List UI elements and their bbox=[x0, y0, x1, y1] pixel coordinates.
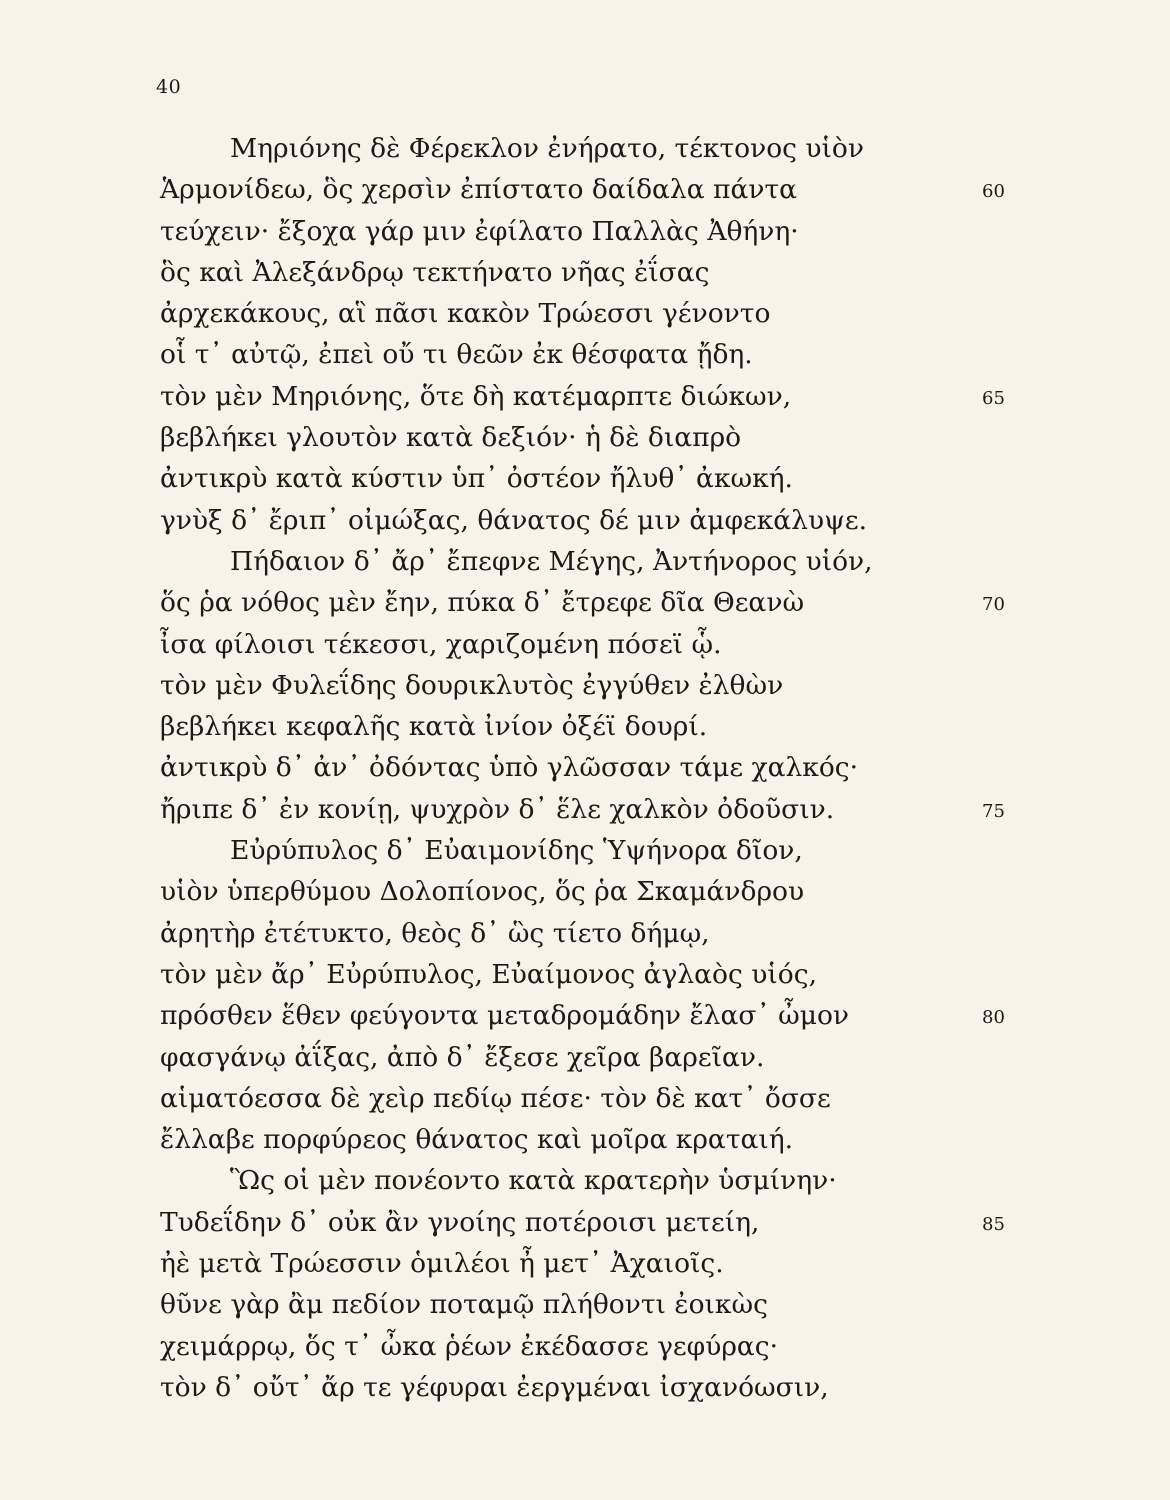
verse-line bbox=[160, 211, 1020, 252]
verse-line-text: ἀντικρὺ κατὰ κύστιν ὑπ᾽ ὀστέον ἤλυθ᾽ ἀκωκή. bbox=[160, 463, 793, 495]
verse-line-number: 80 bbox=[982, 1007, 1005, 1029]
verse-line bbox=[160, 871, 1020, 912]
verse-line bbox=[160, 830, 1020, 871]
verse-line bbox=[160, 706, 1020, 747]
verse-line-text: οἷ τ᾽ αὐτῷ, ἐπεὶ οὔ τι θεῶν ἐκ θέσφατα ᾔδη. bbox=[160, 339, 753, 371]
verse-line bbox=[160, 1367, 1020, 1408]
verse-line-text: αἱματόεσσα δὲ χεὶρ πεδίῳ πέσε· τὸν δὲ κατ᾽ ὄσσε bbox=[160, 1082, 831, 1114]
verse-line bbox=[160, 582, 1020, 623]
verse-line bbox=[160, 500, 1020, 541]
verse-line bbox=[160, 1037, 1020, 1078]
verse-line-text: Μηριόνης δὲ Φέρεκλον ἐνήρατο, τέκτονος υἱὸν bbox=[230, 133, 864, 164]
verse-block bbox=[160, 128, 1020, 1408]
verse-line bbox=[160, 789, 1020, 830]
verse-line-number: 65 bbox=[982, 387, 1005, 409]
verse-line bbox=[160, 665, 1020, 706]
verse-line-text: Τυδεΐδην δ᾽ οὐκ ἂν γνοίης ποτέροισι μετείη, bbox=[160, 1206, 760, 1238]
verse-line-text: τὸν δ᾽ οὔτ᾽ ἄρ τε γέφυραι ἐεργμέναι ἰσχανόωσιν, bbox=[160, 1371, 829, 1403]
verse-line-text: ἀρχεκάκους, αἳ πᾶσι κακὸν Τρώεσσι γένοντο bbox=[160, 298, 771, 330]
verse-line bbox=[160, 293, 1020, 334]
verse-line-text: Εὐρύπυλος δ᾽ Εὐαιμονίδης Ὑψήνορα δῖον, bbox=[230, 835, 803, 867]
verse-line bbox=[160, 376, 1020, 417]
verse-line bbox=[160, 747, 1020, 788]
verse-line-text: ἤριπε δ᾽ ἐν κονίῃ, ψυχρὸν δ᾽ ἕλε χαλκὸν ὀδοῦσιν. bbox=[160, 793, 835, 825]
verse-line-text: ἀντικρὺ δ᾽ ἀν᾽ ὀδόντας ὑπὸ γλῶσσαν τάμε χαλκός· bbox=[160, 752, 859, 784]
verse-line-text: Ἁρμονίδεω, ὃς χερσὶν ἐπίστατο δαίδαλα πάντα bbox=[160, 174, 798, 206]
verse-line bbox=[160, 334, 1020, 375]
verse-line-text: ἠὲ μετὰ Τρώεσσιν ὁμιλέοι ἦ μετ᾽ Ἀχαιοῖς. bbox=[160, 1248, 724, 1280]
verse-line-text: φασγάνῳ ἀΐξας, ἀπὸ δ᾽ ἔξεσε χεῖρα βαρεῖαν. bbox=[160, 1041, 765, 1073]
verse-line-text: πρόσθεν ἕθεν φεύγοντα μεταδρομάδην ἔλασ᾽ ὦμον bbox=[160, 1000, 850, 1032]
verse-line bbox=[160, 624, 1020, 665]
page-number: 40 bbox=[156, 76, 182, 98]
verse-line-text: ἀρητὴρ ἐτέτυκτο, θεὸς δ᾽ ὣς τίετο δήμῳ, bbox=[160, 917, 710, 949]
verse-line-text: τεύχειν· ἔξοχα γάρ μιν ἐφίλατο Παλλὰς Ἀθήνη· bbox=[160, 215, 799, 247]
verse-line bbox=[160, 954, 1020, 995]
verse-line-text: θῦνε γὰρ ἂμ πεδίον ποταμῷ πλήθοντι ἐοικὼς bbox=[160, 1289, 768, 1321]
verse-line bbox=[160, 1202, 1020, 1243]
verse-line-number: 85 bbox=[982, 1213, 1005, 1235]
verse-line bbox=[160, 169, 1020, 210]
verse-line bbox=[160, 913, 1020, 954]
verse-line bbox=[160, 417, 1020, 458]
verse-line-number: 60 bbox=[982, 181, 1005, 203]
verse-line bbox=[160, 1078, 1020, 1119]
verse-line-text: ὃς καὶ Ἀλεξάνδρῳ τεκτήνατο νῆας ἐΐσας bbox=[160, 256, 710, 288]
verse-line-text: χειμάρρῳ, ὅς τ᾽ ὦκα ῥέων ἐκέδασσε γεφύρας· bbox=[160, 1330, 779, 1362]
verse-line-text: τὸν μὲν Φυλεΐδης δουρικλυτὸς ἐγγύθεν ἐλθὼν bbox=[160, 669, 784, 701]
verse-line-text: ἔλλαβε πορφύρεος θάνατος καὶ μοῖρα κραταιή. bbox=[160, 1124, 794, 1156]
verse-line-number: 70 bbox=[982, 594, 1005, 616]
verse-line bbox=[160, 541, 1020, 582]
verse-line bbox=[160, 995, 1020, 1036]
verse-line-text: τὸν μὲν ἄρ᾽ Εὐρύπυλος, Εὐαίμονος ἀγλαὸς υἱός, bbox=[160, 958, 817, 990]
verse-line-text: Ὣς οἱ μὲν πονέοντο κατὰ κρατερὴν ὑσμίνην· bbox=[230, 1165, 837, 1197]
verse-line bbox=[160, 458, 1020, 499]
verse-line-text: υἱὸν ὑπερθύμου Δολοπίονος, ὅς ῥα Σκαμάνδρου bbox=[160, 876, 805, 908]
verse-line-text: βεβλήκει γλουτὸν κατὰ δεξιόν· ἡ δὲ διαπρὸ bbox=[160, 422, 742, 454]
verse-line-number: 75 bbox=[982, 800, 1005, 822]
verse-line-text: γνὺξ δ᾽ ἔριπ᾽ οἰμώξας, θάνατος δέ μιν ἀμφεκάλυψε. bbox=[160, 504, 868, 536]
verse-line bbox=[160, 1284, 1020, 1325]
verse-line-text: τὸν μὲν Μηριόνης, ὅτε δὴ κατέμαρπτε διώκων, bbox=[160, 380, 792, 412]
verse-line-text: ὅς ῥα νόθος μὲν ἔην, πύκα δ᾽ ἔτρεφε δῖα Θεανὼ bbox=[160, 587, 805, 619]
verse-line-text: Πήδαιον δ᾽ ἄρ᾽ ἔπεφνε Μέγης, Ἀντήνορος υἱόν, bbox=[230, 545, 873, 577]
verse-line bbox=[160, 1326, 1020, 1367]
verse-line bbox=[160, 252, 1020, 293]
verse-line-text: ἶσα φίλοισι τέκεσσι, χαριζομένη πόσεϊ ᾧ. bbox=[160, 628, 722, 660]
verse-line bbox=[160, 1119, 1020, 1160]
verse-line-text: βεβλήκει κεφαλῆς κατὰ ἰνίον ὀξέϊ δουρί. bbox=[160, 711, 708, 743]
verse-line bbox=[160, 1160, 1020, 1201]
verse-line bbox=[160, 1243, 1020, 1284]
verse-line bbox=[160, 128, 1020, 169]
